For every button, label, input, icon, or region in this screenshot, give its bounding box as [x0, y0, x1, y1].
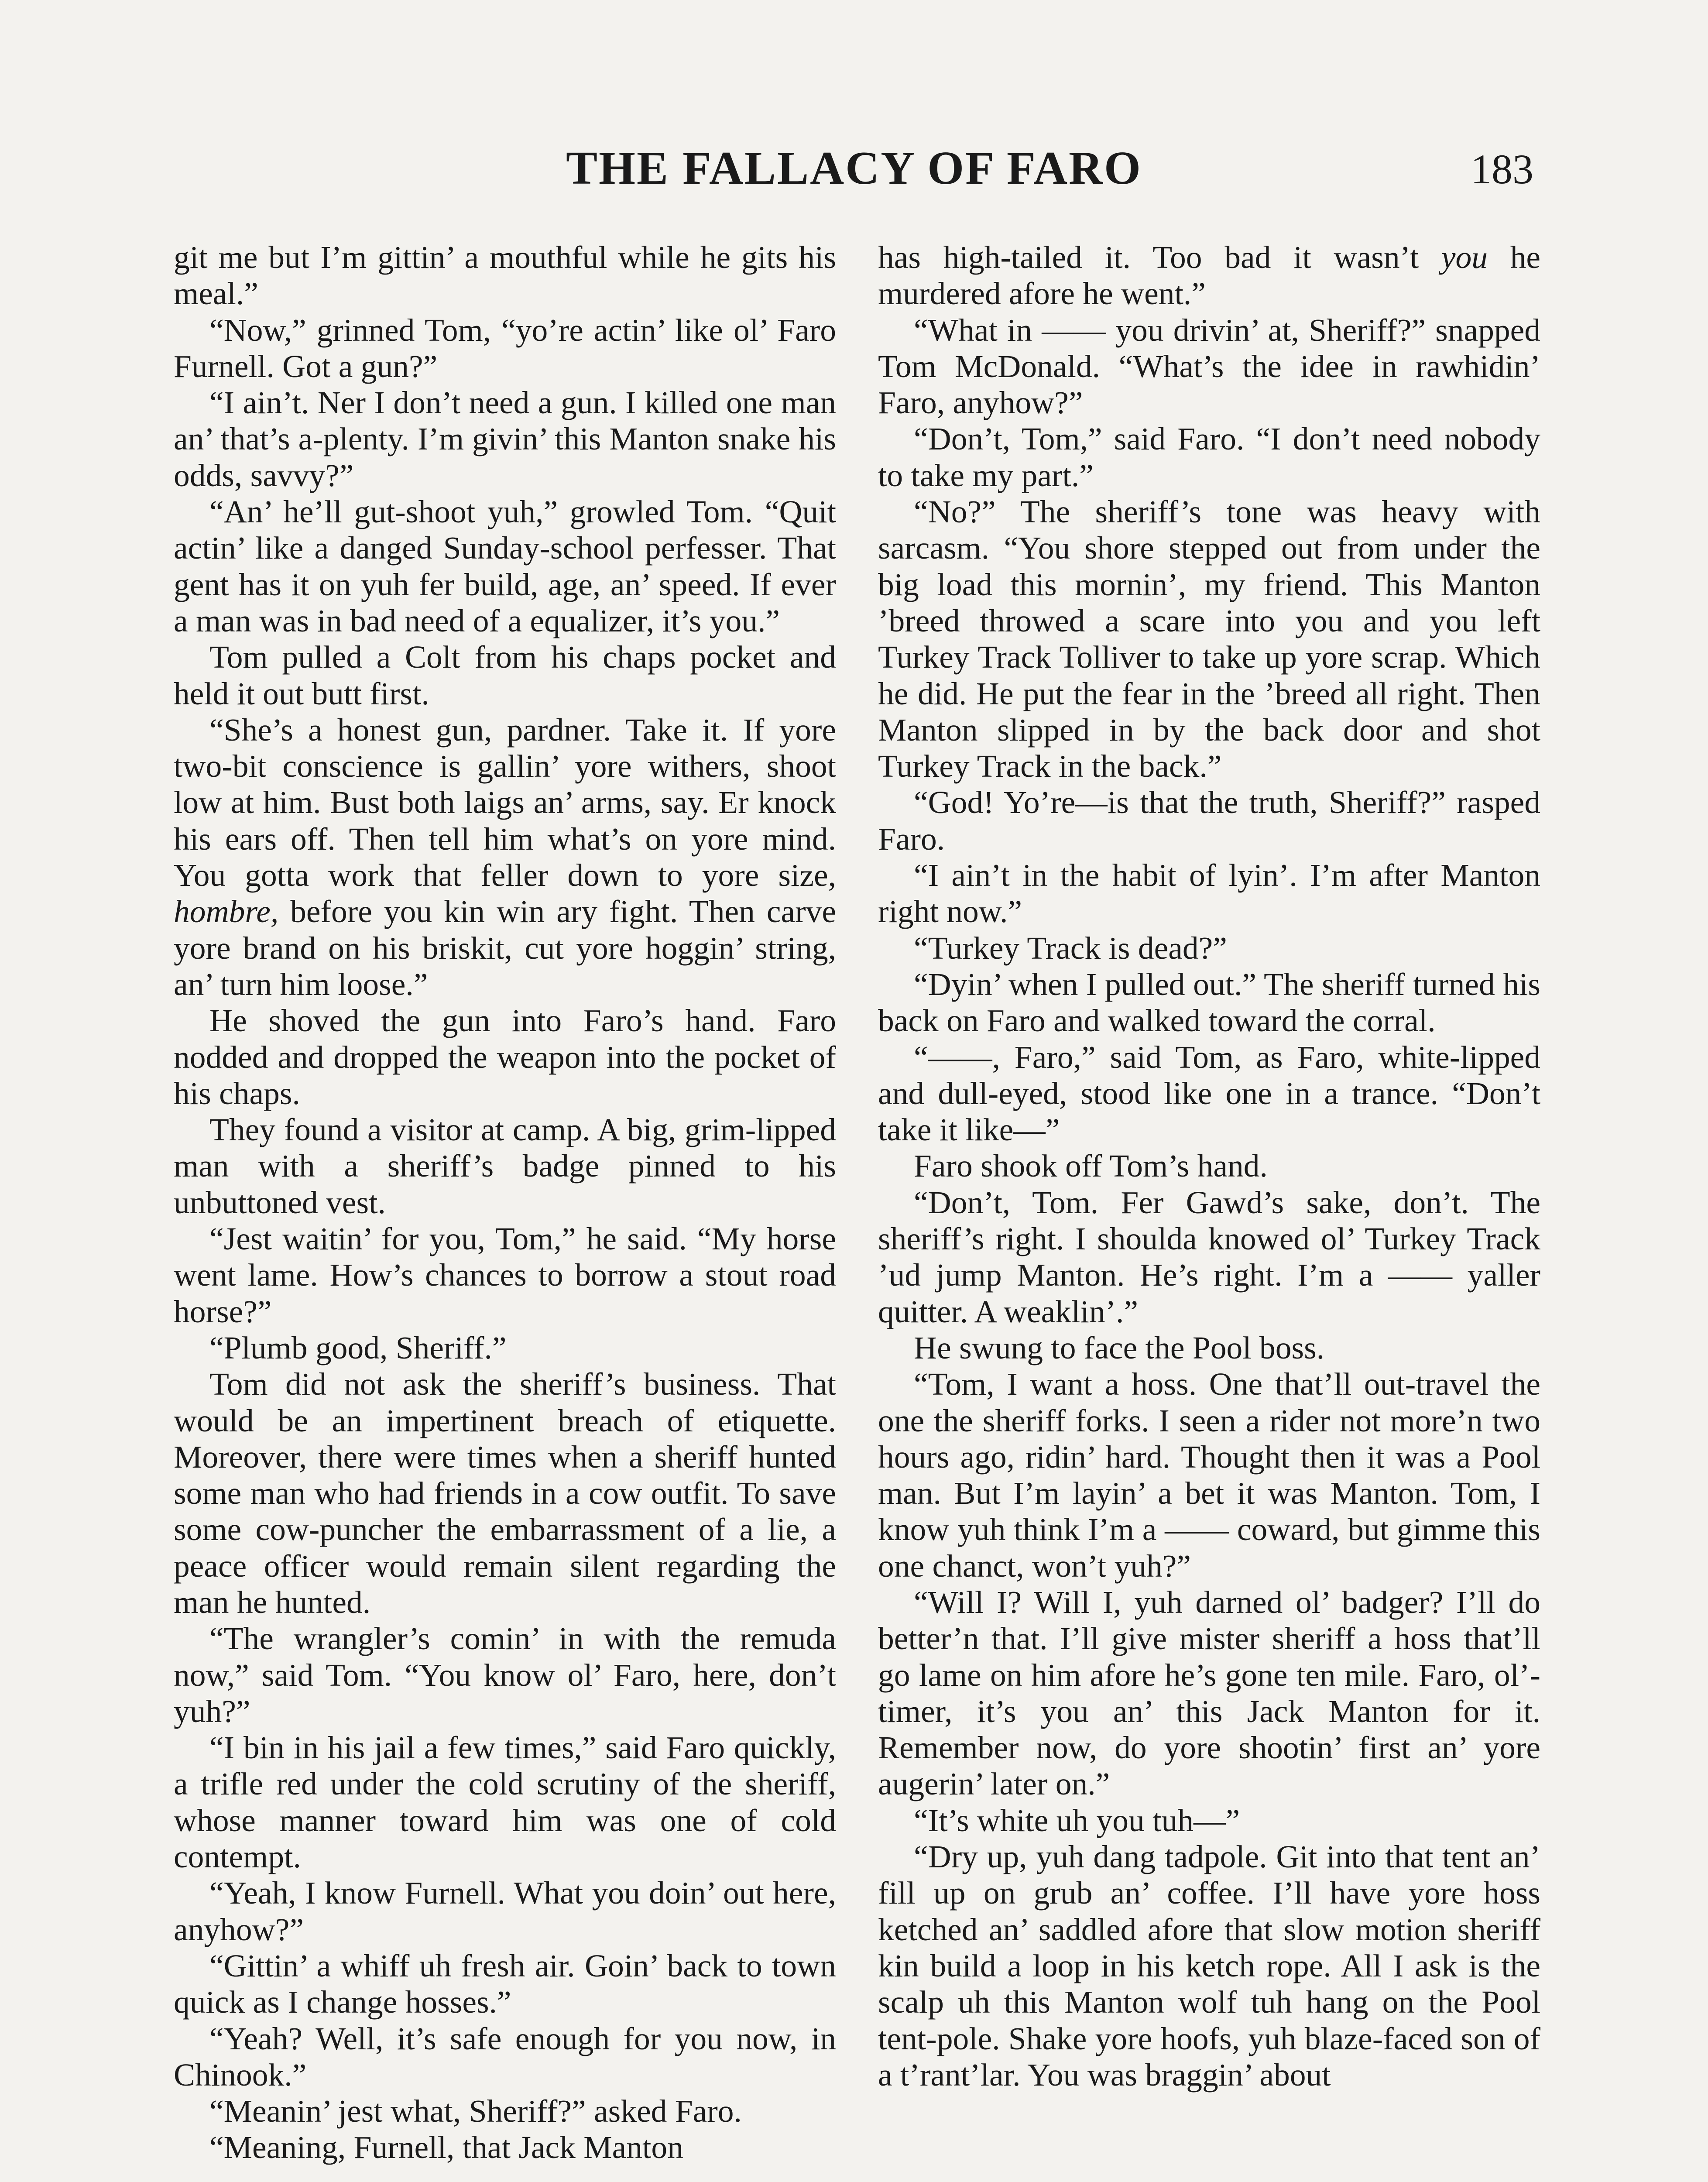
paragraph: “No?” The sheriff’s tone was heavy with sarcasm. “You shore stepped out from under the big load this mornin’, my friend. This Manton ’breed throwed a scare into you and you left Turkey Track Tolliver to take up yore scrap. Which he did. He put the fear in the ’breed all right. Then Manton slipped in by the back door and shot Turkey Track in the back.”: [878, 494, 1540, 784]
paragraph: “Meanin’ jest what, Sheriff?” asked Faro.: [209, 2093, 742, 2129]
paragraph: “I bin in his jail a few times,” said Faro quickly, a trifle red under the cold scrutiny of the sheriff, whose manner toward him was one of cold contempt.: [174, 1730, 836, 1875]
paragraph: “I ain’t. Ner I don’t need a gun. I killed one man an’ that’s a-plenty. I’m givin’ this Manton snake his odds, savvy?”: [174, 385, 836, 493]
paragraph: git me but I’m gittin’ a mouthful while he gits his meal.”: [174, 240, 836, 312]
page-number: 183: [1471, 146, 1533, 192]
paragraph: “What in —— you drivin’ at, Sheriff?” snapped Tom McDonald. “What’s the idee in rawhidin’ Faro, anyhow?”: [878, 312, 1540, 421]
paragraph: “It’s white uh you tuh—”: [914, 1802, 1240, 1838]
paragraph: [878, 239, 1540, 312]
paragraph: “——, Faro,” said Tom, as Faro, white-lipped and dull-eyed, stood like one in a trance. “Don’t take it like—”: [878, 1039, 1540, 1148]
paragraph: “Will I? Will I, yuh darned ol’ badger? I’ll do better’n that. I’ll give mister sheriff a hoss that’ll go lame on him afore he’s gone ten mile. Faro, ol’-timer, it’s you an’ this Jack Manton for it. Remember now, do yore shootin’ first an’ yore augerin’ later on.”: [878, 1584, 1540, 1802]
paragraph: “Yeah? Well, it’s safe enough for you now, in Chinook.”: [174, 2021, 836, 2093]
paragraph: “Jest waitin’ for you, Tom,” he said. “My horse went lame. How’s chances to borrow a stout road horse?”: [174, 1221, 836, 1329]
paragraph-text: has high-tailed it. Too bad it wasn’t: [878, 240, 1441, 275]
paragraph: “Tom, I want a hoss. One that’ll out-travel the one the sheriff forks. I seen a rider not more’n two hours ago, ridin’ hard. Thought then it was a Pool man. But I’m layin’ a bet it was Manton. Tom, I know yuh think I’m a —— coward, but gimme this one chanct, won’t yuh?”: [878, 1366, 1540, 1584]
paragraph: “Dyin’ when I pulled out.” The sheriff turned his back on Faro and walked toward the corral.: [878, 966, 1540, 1039]
paragraph: “Meaning, Furnell, that Jack Manton: [209, 2130, 683, 2165]
paragraph: “God! Yo’re—is that the truth, Sheriff?” rasped Faro.: [878, 785, 1540, 857]
paragraph: “Dry up, yuh dang tadpole. Git into that tent an’ fill up on grub an’ coffee. I’ll have yore hoss ketched an’ saddled afore that slow motion sheriff kin build a loop in his ketch rope. All I ask is the scalp uh this Manton wolf tuh hang on the Pool tent-pole. Shake yore hoofs, yuh blaze-faced son of a t’rant’lar. You was braggin’ about: [878, 1839, 1540, 2093]
paragraph: “I ain’t in the habit of lyin’. I’m after Manton right now.”: [878, 858, 1540, 930]
paragraph: “Now,” grinned Tom, “yo’re actin’ like ol’ Faro Furnell. Got a gun?”: [174, 312, 836, 384]
page-title: THE FALLACY OF FARO: [566, 142, 1142, 194]
paragraph: “Don’t, Tom,” said Faro. “I don’t need nobody to take my part.”: [878, 421, 1540, 493]
paragraph: “Don’t, Tom. Fer Gawd’s sake, don’t. The sheriff’s right. I shoulda knowed ol’ Turkey Track ’ud jump Manton. He’s right. I’m a —— yaller quitter. A weaklin’.”: [878, 1184, 1540, 1329]
paragraph: Tom did not ask the sheriff’s business. That would be an impertinent breach of etiquette. Moreover, there were times when a sheriff hunted some man who had friends in a cow outfit. To save some cow-puncher the embarrassment of a lie, a peace officer would remain silent regarding the man he hunted.: [174, 1366, 836, 1620]
emphasis-text: hombre,: [174, 894, 279, 930]
paragraph: [174, 712, 836, 1002]
paragraph: He shoved the gun into Faro’s hand. Faro nodded and dropped the weapon into the pocket of his chaps.: [174, 1003, 836, 1111]
paragraph: Tom pulled a Colt from his chaps pocket and held it out butt first.: [174, 639, 836, 711]
paragraph: They found a visitor at camp. A big, grim-lipped man with a sheriff’s badge pinned to his unbuttoned vest.: [174, 1112, 836, 1220]
paragraph: “Yeah, I know Furnell. What you doin’ out here, anyhow?”: [174, 1875, 836, 1947]
paragraph: “Turkey Track is dead?”: [914, 930, 1227, 966]
paragraph: “Gittin’ a whiff uh fresh air. Goin’ back to town quick as I change hosses.”: [174, 1948, 836, 2020]
paragraph-text: before you kin win ary fight. Then carve yore brand on his briskit, cut yore hoggin’ string, an’ turn him loose.”: [174, 894, 836, 1002]
paragraph-text: he murdered afore he went.”: [878, 240, 1540, 312]
paragraph-text: “She’s a honest gun, pardner. Take it. If yore two-bit conscience is gallin’ yore withers, shoot low at him. Bust both laigs an’ arms, say. Er knock his ears off. Then tell him what’s on yore mind. You gotta work that feller down to yore size,: [174, 712, 836, 893]
paragraph: “The wrangler’s comin’ in with the remuda now,” said Tom. “You know ol’ Faro, here, don’t yuh?”: [174, 1621, 836, 1729]
paragraph: “An’ he’ll gut-shoot yuh,” growled Tom. “Quit actin’ like a danged Sunday-school perfesser. That gent has it on yuh fer build, age, an’ speed. If ever a man was in bad need of a equalizer, it’s you.”: [174, 494, 836, 638]
paragraph: “Plumb good, Sheriff.”: [209, 1330, 507, 1365]
emphasis-text: you: [1441, 240, 1488, 275]
left-column: [174, 239, 836, 2166]
paragraph: Faro shook off Tom’s hand.: [914, 1148, 1268, 1184]
paragraph: He swung to face the Pool boss.: [914, 1330, 1325, 1365]
right-column: [878, 239, 1540, 2093]
